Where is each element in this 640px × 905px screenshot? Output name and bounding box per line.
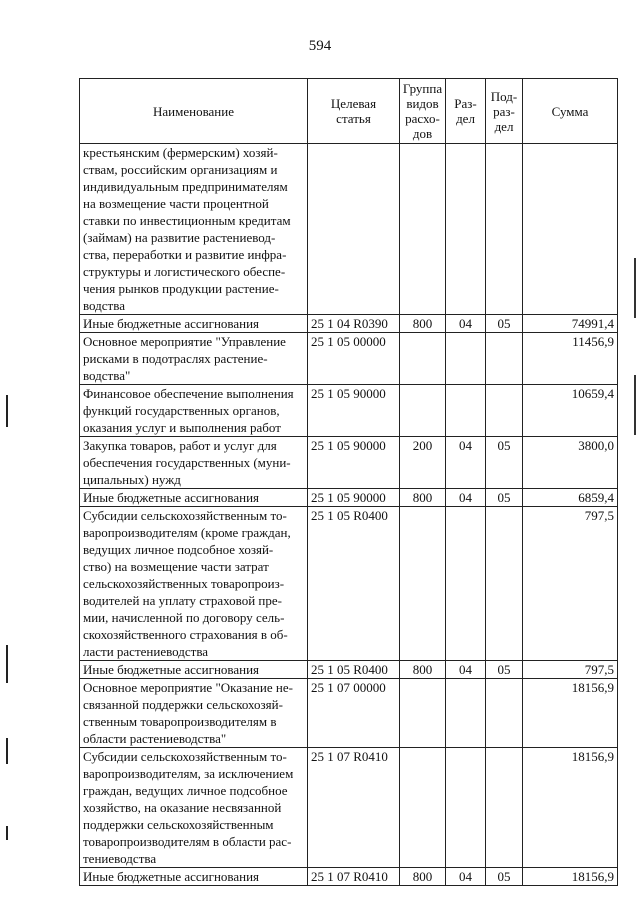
cell-group: 800 xyxy=(400,489,446,507)
cell-subsection xyxy=(486,748,523,868)
cell-section xyxy=(446,748,486,868)
margin-mark xyxy=(634,258,636,318)
header-line: дов xyxy=(412,126,433,141)
cell-name-line: Иные бюджетные ассигнования xyxy=(83,490,260,505)
header-line: дел xyxy=(456,111,475,126)
cell-name xyxy=(80,144,308,315)
cell-name-line: ства, переработки и развитие инфра- xyxy=(83,247,287,262)
cell-target: 25 1 07 R0410 xyxy=(308,868,400,886)
cell-name-line: крестьянским (фермерским) хозяй- xyxy=(83,145,278,160)
margin-mark xyxy=(634,375,636,435)
cell-name-line: ствам, российским организациям и xyxy=(83,162,278,177)
header-target xyxy=(308,79,400,144)
cell-name-line: Иные бюджетные ассигнования xyxy=(83,869,260,884)
margin-mark xyxy=(6,395,8,427)
cell-subsection: 05 xyxy=(486,489,523,507)
cell-name-line: граждан, ведущих личное подсобное xyxy=(83,783,288,798)
cell-sum: 18156,9 xyxy=(523,679,618,748)
cell-group xyxy=(400,679,446,748)
cell-subsection: 05 xyxy=(486,437,523,489)
cell-sum xyxy=(523,144,618,315)
table-row xyxy=(80,748,618,868)
cell-group xyxy=(400,144,446,315)
cell-group: 800 xyxy=(400,661,446,679)
header-line: Раз- xyxy=(454,96,477,111)
table-row xyxy=(80,333,618,385)
cell-group xyxy=(400,333,446,385)
header-line: дел xyxy=(494,118,514,134)
cell-subsection xyxy=(486,333,523,385)
cell-section xyxy=(446,333,486,385)
cell-subsection xyxy=(486,679,523,748)
cell-target: 25 1 07 R0410 xyxy=(308,748,400,868)
cell-group xyxy=(400,507,446,661)
cell-name-line: (займам) на развитие растениевод- xyxy=(83,230,276,245)
page-number: 594 xyxy=(308,38,332,54)
cell-section: 04 xyxy=(446,661,486,679)
cell-name-line: ставки по инвестиционным кредитам xyxy=(83,213,291,228)
cell-name-line: мии, начисленной по договору сель- xyxy=(83,610,285,625)
cell-subsection: 05 xyxy=(486,661,523,679)
cell-name-line: скохозяйственного страхования в об- xyxy=(83,627,288,642)
header-line: Под- xyxy=(490,88,518,104)
header-name: Наименование xyxy=(80,79,308,144)
table-body xyxy=(80,144,618,886)
cell-name xyxy=(80,661,308,679)
cell-sum: 18156,9 xyxy=(523,868,618,886)
cell-name-line: тениеводства xyxy=(83,851,157,866)
cell-name-line: на возмещение части процентной xyxy=(83,196,269,211)
cell-name xyxy=(80,437,308,489)
cell-name-line: водителей на уплату страховой пре- xyxy=(83,593,282,608)
cell-name-line: рисками в подотраслях растение- xyxy=(83,351,268,366)
table-row xyxy=(80,679,618,748)
cell-name-line: поддержки сельскохозяйственным xyxy=(83,817,274,832)
cell-name-line: ство) на возмещение части затрат xyxy=(83,559,269,574)
cell-sum: 18156,9 xyxy=(523,748,618,868)
cell-name-line: функций государственных органов, xyxy=(83,403,280,418)
table-row xyxy=(80,507,618,661)
cell-name-line: структуры и логистического обеспе- xyxy=(83,264,286,279)
cell-name-line: чения рынков продукции растение- xyxy=(83,281,279,296)
cell-subsection: 05 xyxy=(486,315,523,333)
cell-section xyxy=(446,385,486,437)
cell-name-line: связанной поддержки сельскохозяй- xyxy=(83,697,283,712)
header-subsection xyxy=(486,79,523,144)
cell-sum: 74991,4 xyxy=(523,315,618,333)
cell-sum: 797,5 xyxy=(523,507,618,661)
cell-name-line: сельскохозяйственных товаропроиз- xyxy=(83,576,285,591)
header-line: видов xyxy=(406,96,439,111)
cell-target: 25 1 04 R0390 xyxy=(308,315,400,333)
cell-name xyxy=(80,507,308,661)
header-group xyxy=(400,79,446,144)
cell-name-line: ведущих личное подсобное хозяй- xyxy=(83,542,274,557)
cell-sum: 797,5 xyxy=(523,661,618,679)
cell-target: 25 1 05 R0400 xyxy=(308,507,400,661)
table-row xyxy=(80,437,618,489)
cell-name-line: ципальных) нужд xyxy=(83,472,181,487)
cell-name-line: ственным товаропроизводителям в xyxy=(83,714,277,729)
cell-group xyxy=(400,385,446,437)
header-line: Группа xyxy=(402,81,443,96)
cell-group: 800 xyxy=(400,315,446,333)
cell-section: 04 xyxy=(446,437,486,489)
cell-name-line: Субсидии сельскохозяйственным то- xyxy=(83,749,287,764)
cell-name-line: ласти растениеводства xyxy=(83,644,209,659)
cell-group: 200 xyxy=(400,437,446,489)
cell-target: 25 1 05 90000 xyxy=(308,489,400,507)
cell-target: 25 1 05 90000 xyxy=(308,385,400,437)
cell-sum: 10659,4 xyxy=(523,385,618,437)
cell-name-line: оказания услуг и выполнения работ xyxy=(83,420,281,435)
cell-name-line: индивидуальным предпринимателям xyxy=(83,179,288,194)
cell-name-line: Финансовое обеспечение выполнения xyxy=(83,386,294,401)
cell-target: 25 1 05 00000 xyxy=(308,333,400,385)
cell-name-line: Иные бюджетные ассигнования xyxy=(83,316,260,331)
margin-mark xyxy=(6,738,8,764)
cell-name-line: Закупка товаров, работ и услуг для xyxy=(83,438,277,453)
cell-section: 04 xyxy=(446,868,486,886)
cell-sum: 6859,4 xyxy=(523,489,618,507)
cell-target: 25 1 05 90000 xyxy=(308,437,400,489)
header-line: Целевая xyxy=(330,96,377,111)
cell-group: 800 xyxy=(400,868,446,886)
cell-section xyxy=(446,144,486,315)
table-header-row xyxy=(80,79,618,144)
table-row xyxy=(80,315,618,333)
cell-name-line: водства xyxy=(83,298,125,313)
cell-name-line: Субсидии сельскохозяйственным то- xyxy=(83,508,287,523)
cell-name xyxy=(80,385,308,437)
cell-target xyxy=(308,144,400,315)
header-line: раз- xyxy=(493,103,515,119)
cell-subsection xyxy=(486,385,523,437)
cell-section: 04 xyxy=(446,315,486,333)
table-row xyxy=(80,661,618,679)
cell-name xyxy=(80,748,308,868)
table-row xyxy=(80,868,618,886)
cell-sum: 3800,0 xyxy=(523,437,618,489)
cell-subsection xyxy=(486,507,523,661)
cell-name-line: Иные бюджетные ассигнования xyxy=(83,662,260,677)
table-row xyxy=(80,489,618,507)
cell-name-line: товаропроизводителям в области рас- xyxy=(83,834,292,849)
cell-name-line: области растениеводства" xyxy=(83,731,227,746)
margin-mark xyxy=(6,826,8,840)
cell-target: 25 1 07 00000 xyxy=(308,679,400,748)
header-line: статья xyxy=(336,111,371,126)
cell-name xyxy=(80,315,308,333)
cell-name-line: водства" xyxy=(83,368,131,383)
cell-name-line: Основное мероприятие "Управление xyxy=(83,334,286,349)
table-row xyxy=(80,385,618,437)
cell-name xyxy=(80,489,308,507)
cell-section xyxy=(446,507,486,661)
cell-name-line: варопроизводителям (кроме граждан, xyxy=(83,525,291,540)
cell-group xyxy=(400,748,446,868)
cell-name-line: варопроизводителям, за исключением xyxy=(83,766,294,781)
header-line: расхо- xyxy=(405,111,440,126)
margin-mark xyxy=(6,645,8,683)
cell-name xyxy=(80,868,308,886)
cell-target: 25 1 05 R0400 xyxy=(308,661,400,679)
cell-sum: 11456,9 xyxy=(523,333,618,385)
cell-name-line: хозяйство, на оказание несвязанной xyxy=(83,800,282,815)
cell-section: 04 xyxy=(446,489,486,507)
budget-table xyxy=(79,78,618,886)
cell-name-line: обеспечения государственных (муни- xyxy=(83,455,291,470)
cell-name xyxy=(80,333,308,385)
cell-section xyxy=(446,679,486,748)
header-sum: Сумма xyxy=(523,79,618,144)
cell-subsection: 05 xyxy=(486,868,523,886)
cell-subsection xyxy=(486,144,523,315)
cell-name-line: Основное мероприятие "Оказание не- xyxy=(83,680,293,695)
table-row xyxy=(80,144,618,315)
header-section xyxy=(446,79,486,144)
cell-name xyxy=(80,679,308,748)
